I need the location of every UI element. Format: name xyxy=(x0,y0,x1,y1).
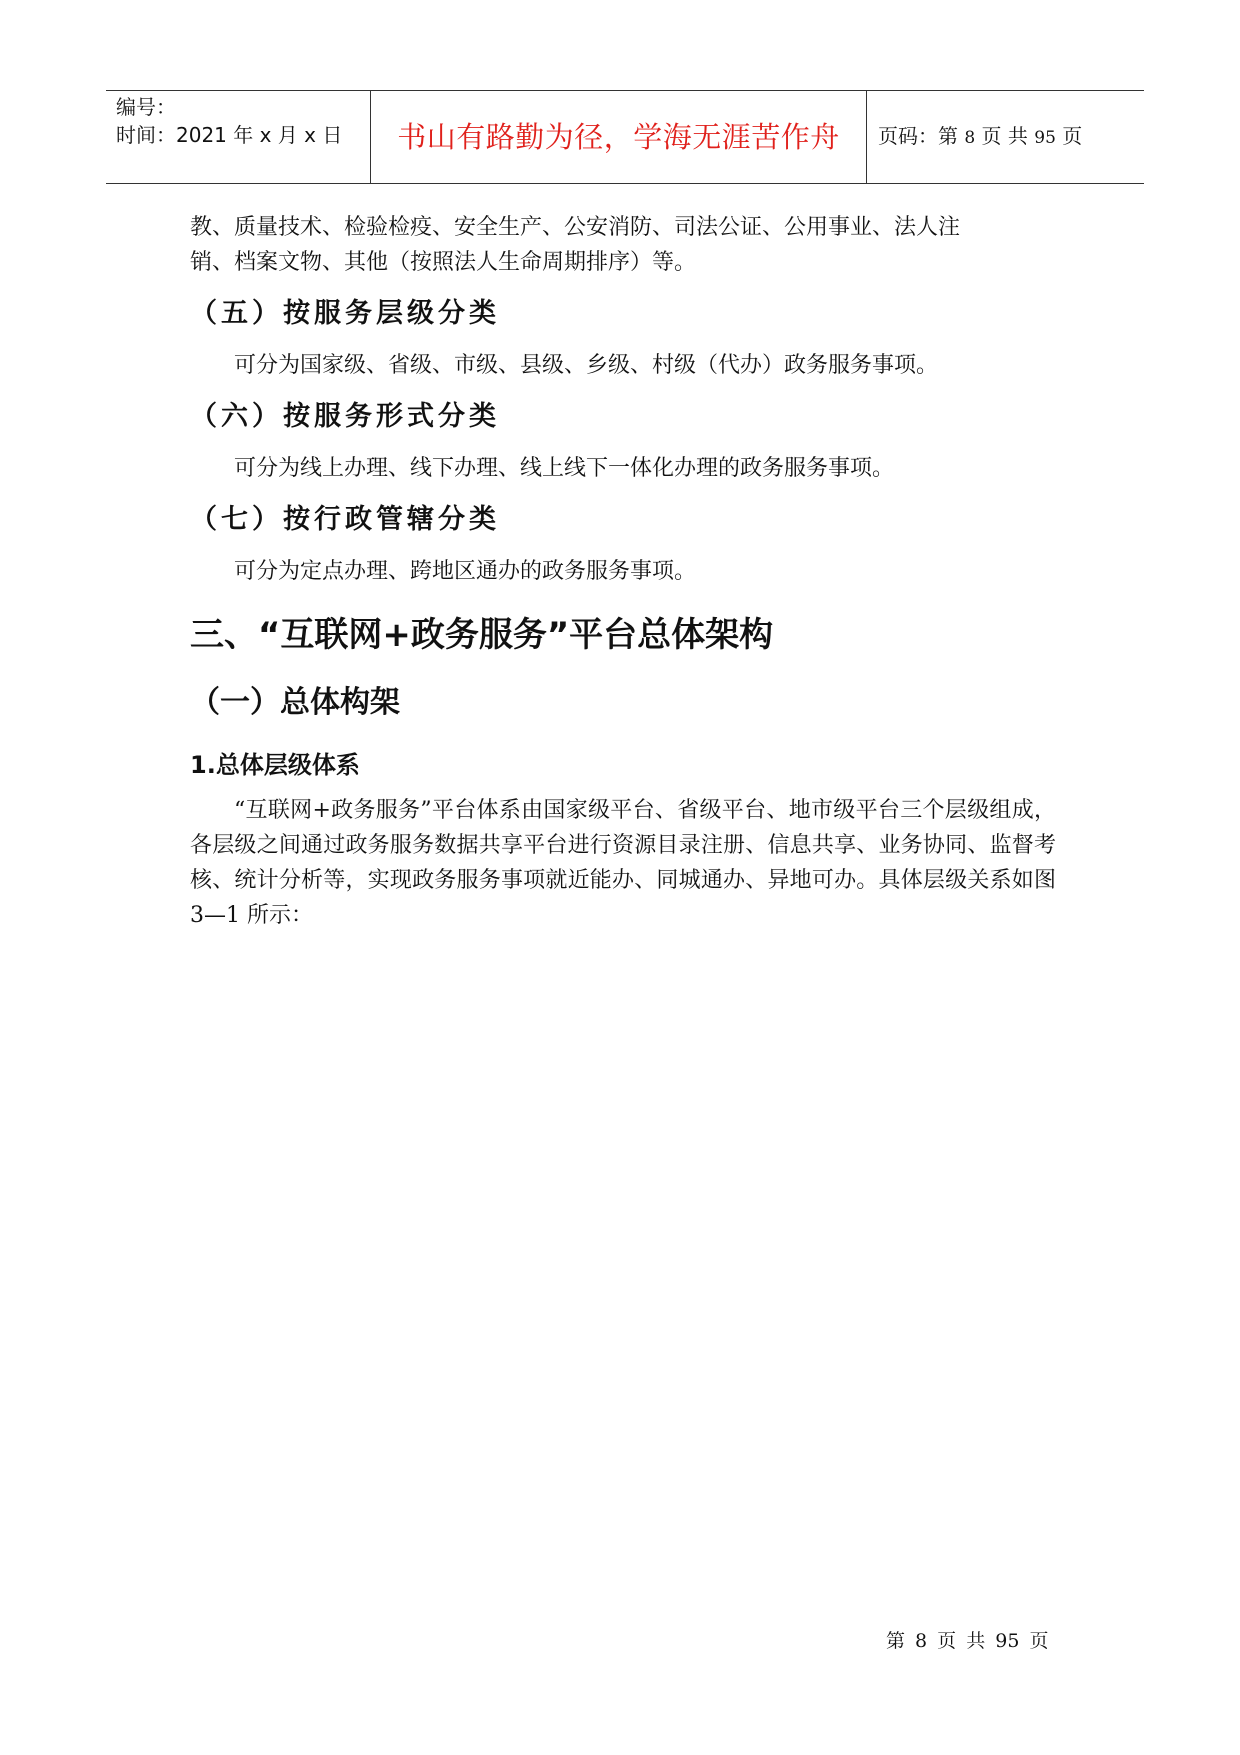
subsubsection-1-title: 1.总体层级体系 xyxy=(190,751,360,779)
section-5-text: 可分为国家级、省级、市级、县级、乡级、村级（代办）政务服务事项。 xyxy=(234,353,939,378)
section-7-title: （七）按行政管辖分类 xyxy=(190,504,500,535)
page-code xyxy=(878,123,1082,151)
page-footer: 第 8 页 共 95 页 xyxy=(886,1630,1049,1652)
page-code-mid: 页 共 xyxy=(981,124,1028,148)
header-meta-cell xyxy=(106,91,371,183)
section-6-title: （六）按服务形式分类 xyxy=(190,401,500,432)
page-current: 8 xyxy=(964,128,976,148)
page-code-prefix: 页码：第 xyxy=(878,124,958,148)
section-6-text: 可分为线上办理、线下办理、线上线下一体化办理的政务服务事项。 xyxy=(234,456,895,481)
section-5-title: （五）按服务层级分类 xyxy=(190,298,500,329)
header-page-cell xyxy=(868,91,1144,183)
document-header xyxy=(106,90,1144,184)
continued-paragraph-line-1: 教、质量技术、检验检疫、安全生产、公安消防、司法公证、公用事业、法人注 xyxy=(190,215,961,240)
header-motto-cell xyxy=(371,91,867,183)
chapter-3-title: 三、“互联网+政务服务”平台总体架构 xyxy=(190,615,774,655)
number-label: 编号： xyxy=(116,95,176,119)
page-code-suffix: 页 xyxy=(1062,124,1083,148)
section-7-text: 可分为定点办理、跨地区通办的政务服务事项。 xyxy=(234,559,697,584)
document-body xyxy=(190,210,1056,933)
time-label: 时间：2021 年 x 月 x 日 xyxy=(116,123,343,147)
subsection-1-title: （一）总体构架 xyxy=(190,685,400,720)
continued-paragraph-line-2: 销、档案文物、其他（按照法人生命周期排序）等。 xyxy=(190,250,697,275)
page-total: 95 xyxy=(1034,128,1056,148)
motto-text: 书山有路勤为径，学海无涯苦作舟 xyxy=(397,120,840,154)
hierarchy-paragraph: “互联网+政务服务”平台体系由国家级平台、省级平台、地市级平台三个层级组成，各层级之间通过政务服务数据共享平台进行资源目录注册、信息共享、业务协同、监督考核、统计分析等，实现政务服务事项就近能办、同城通办、异地可办。具体层级关系如图 3—1 所示： xyxy=(190,798,1056,928)
